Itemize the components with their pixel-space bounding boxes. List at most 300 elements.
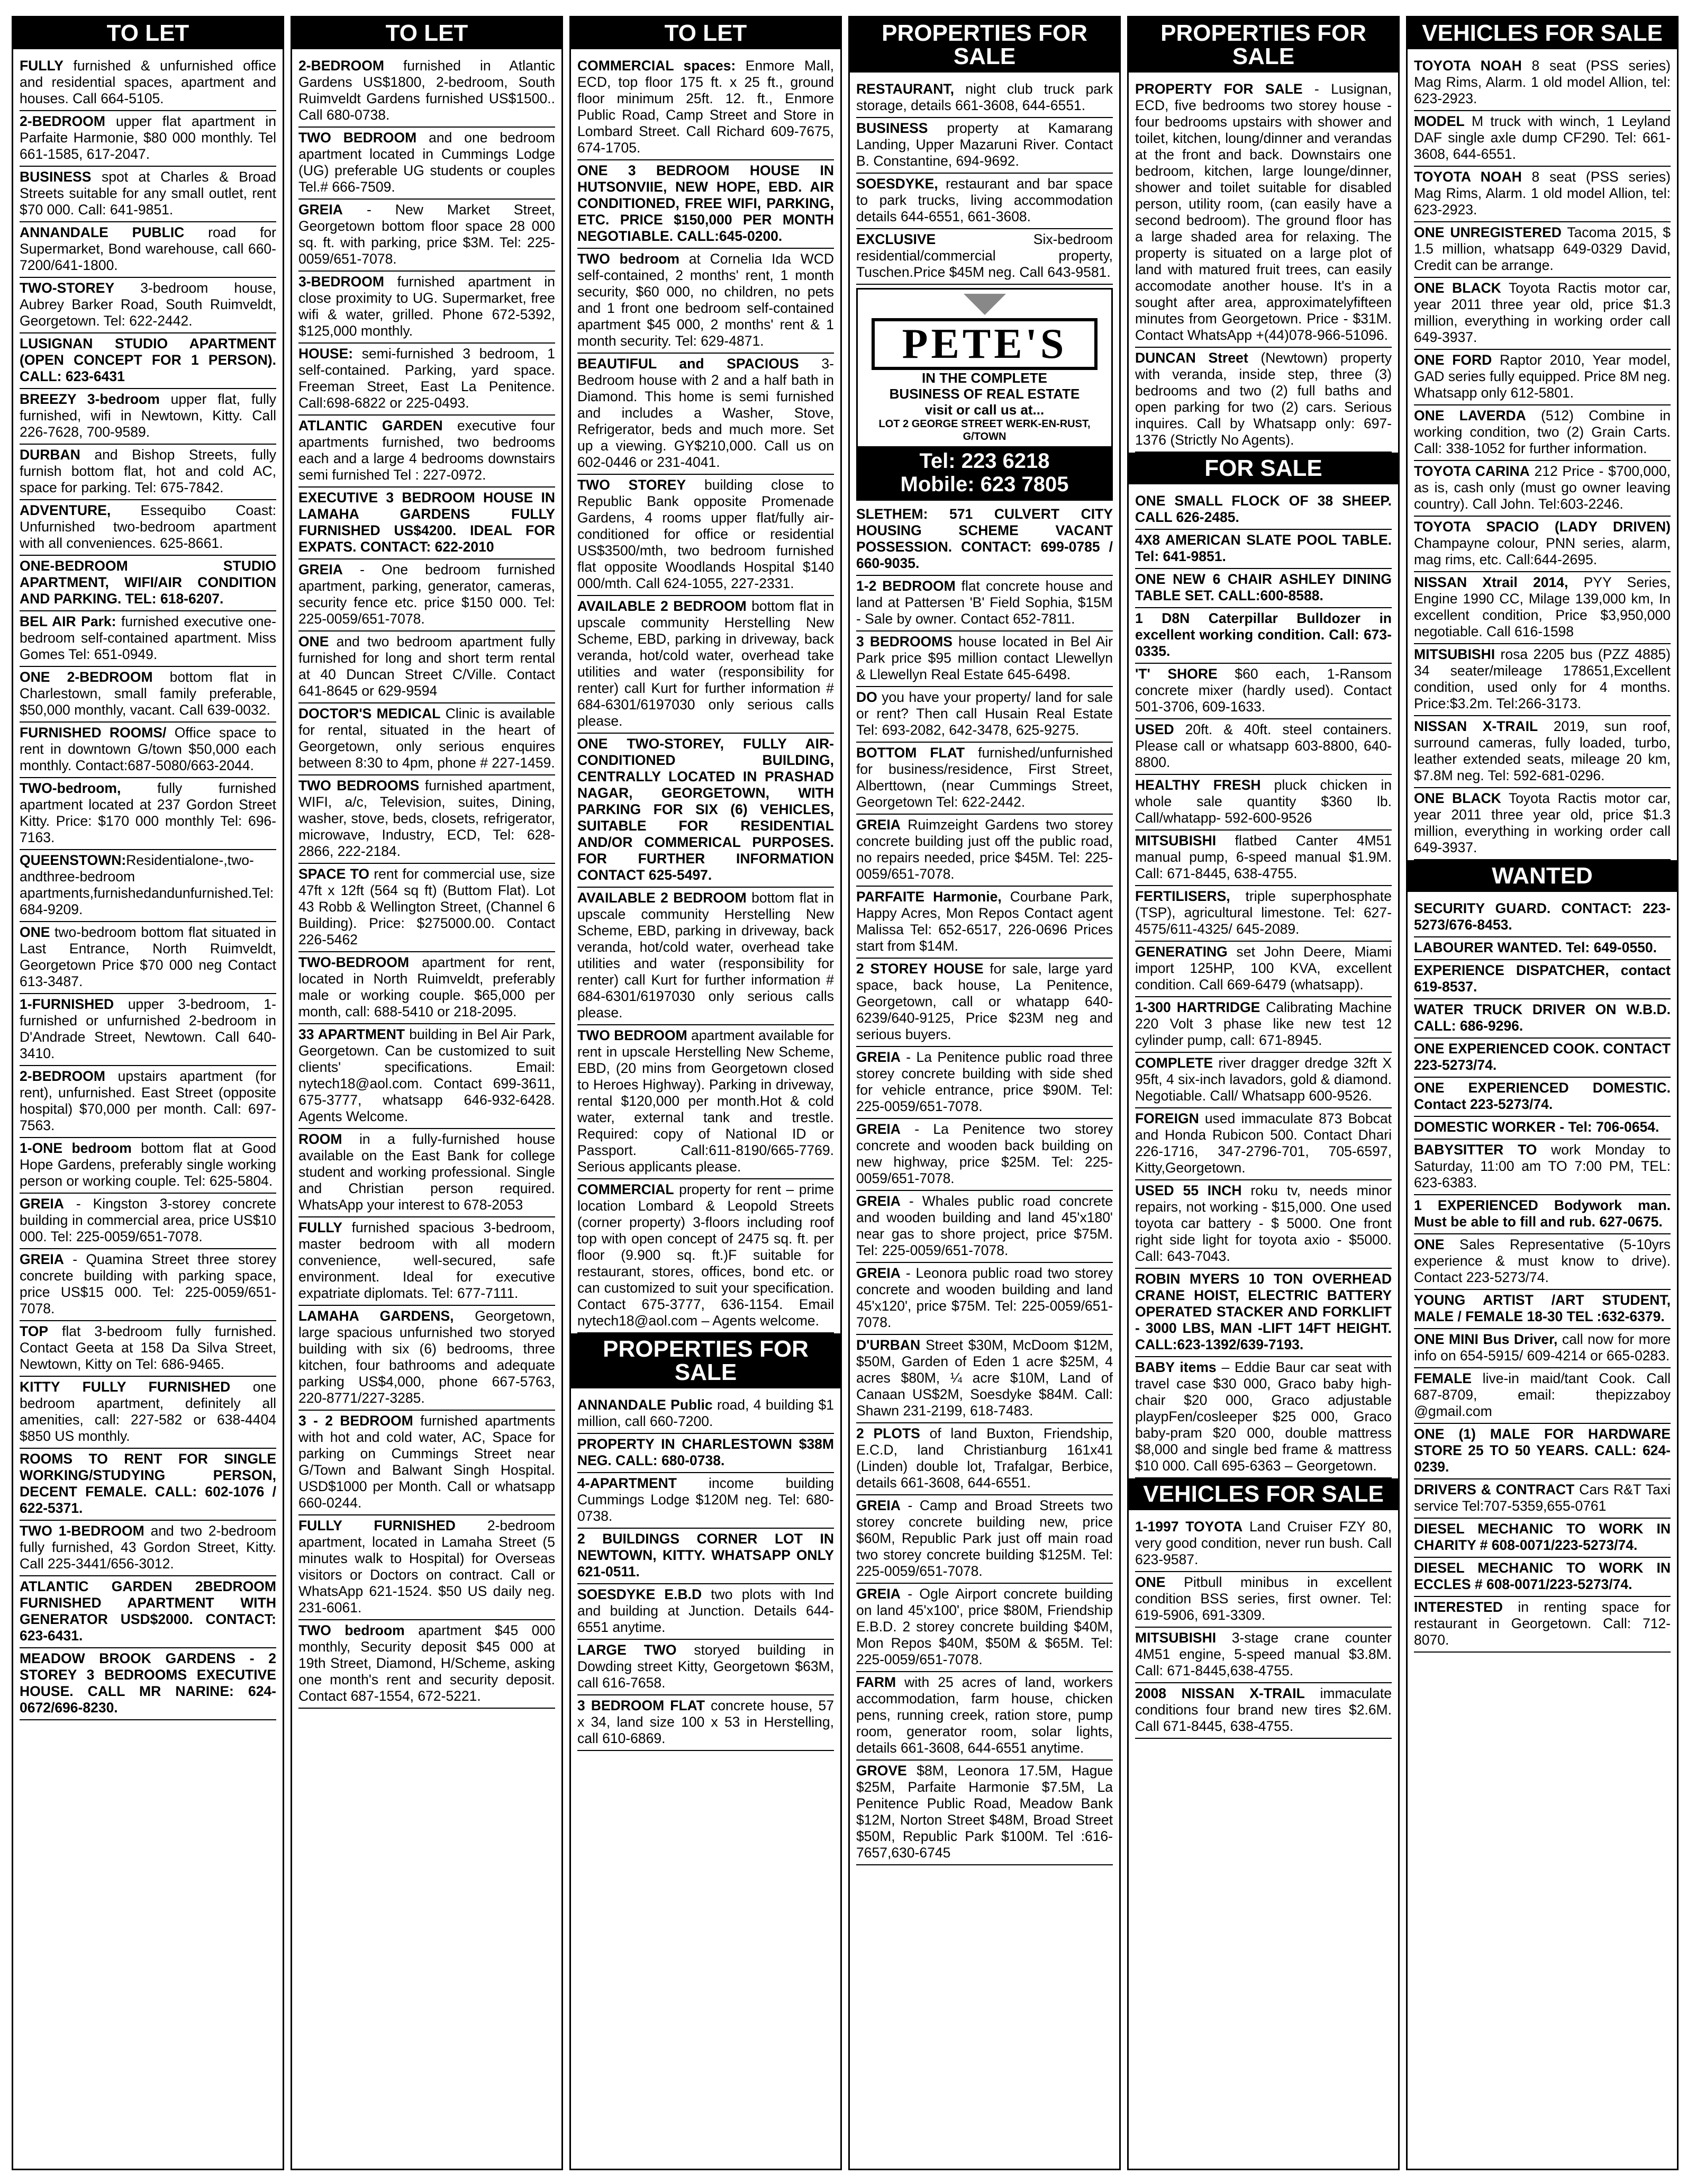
ad-text: restaurant and bar space to park trucks, living accommodation details 644-6551, 661-3608. xyxy=(856,176,1113,224)
ad-text: upper flat apartment in Parfaite Harmonie, $80 000 monthly. Tel 661-1585, 617-2047. xyxy=(20,113,276,162)
ad-lead: HOUSE: xyxy=(298,346,353,362)
ad-text: pluck chicken in whole sale quantity $360 lb. Call/whatapp- 592-600-9526 xyxy=(1135,777,1392,826)
classified-ad xyxy=(298,559,555,631)
ad-text: of land Buxton, Friendship, E.C.D, land Christianburg 161x41 (Linden) double lot, Trafalgar, Berbice, details 661-3608, 644-6551. xyxy=(856,1425,1113,1491)
ad-text: rosa 2205 bus (PZZ 4885) 34 seater/mileage 178651,Excellent condition, used only for 4 months. Price:$3.2m. Tel:266-3173. xyxy=(1414,646,1671,711)
section-header: TO LET xyxy=(13,17,283,49)
ad-lead: AVAILABLE 2 BEDROOM xyxy=(577,598,747,614)
ad-text: Pitbull minibus in excellent condition BSS series, first owner. Tel: 619-5906, 691-3309. xyxy=(1135,1574,1392,1623)
ad-lead: 'T' SHORE xyxy=(1135,666,1218,682)
ad-lead: GREIA xyxy=(298,562,343,577)
classified-ad xyxy=(1414,644,1671,716)
section-header: WANTED xyxy=(1408,860,1677,892)
ad-lead: GROVE xyxy=(856,1763,907,1779)
ad-lead: 1-ONE bedroom xyxy=(20,1140,132,1156)
ad-lead: TWO STOREY xyxy=(577,477,686,493)
classified-ad xyxy=(20,278,276,333)
classified-ad xyxy=(1135,569,1392,608)
ad-lead: BABY items xyxy=(1135,1359,1217,1375)
classified-ad xyxy=(1414,167,1671,222)
ad-text: and one bedroom apartment located in Cummings Lodge (UG) preferable UG students or couples Tel.# 666-7509. xyxy=(298,130,556,195)
ad-lead: TOYOTA CARINA xyxy=(1414,463,1530,479)
ad-lead: BABYSITTER TO xyxy=(1414,1142,1537,1158)
ad-text: you have your property/ land for sale or rent? Then call Husain Real Estate Tel: 693-2082, 642-3478, 625-9275. xyxy=(856,689,1113,738)
ad-lead: NISSAN X-TRAIL xyxy=(1414,718,1538,734)
classified-ad xyxy=(1135,1269,1392,1357)
ad-lead: ONE xyxy=(298,634,329,649)
classified-ad xyxy=(1414,278,1671,350)
ad-lead: SOESDYKE, xyxy=(856,176,938,192)
ad-text: flat 3-bedroom fully furnished. Contact Geeta at 158 Da Silva Street, Newtown, Kitty on Tel: 686-9465. xyxy=(20,1323,276,1372)
ad-text: and two bedroom apartment fully furnished for long and short term rental at 40 Duncan Street C/Ville. Contact 641-8645 or 629-9594 xyxy=(298,634,555,699)
classified-ad xyxy=(298,56,555,128)
classified-ad xyxy=(298,1411,555,1515)
ad-lead: LUSIGNAN STUDIO APARTMENT (OPEN CONCEPT FOR 1 PERSON). CALL: 623-6431 xyxy=(20,336,276,384)
ad-lead: GREIA xyxy=(856,1121,901,1137)
ad-text: road for Supermarket, Bond warehouse, call 660-7200/641-1800. xyxy=(20,224,276,273)
classified-ad xyxy=(577,160,834,249)
ad-lead: FULLY xyxy=(298,1220,342,1235)
classified-ad xyxy=(856,631,1113,687)
ad-lead: TWO bedroom xyxy=(298,1622,405,1638)
classified-ad xyxy=(20,1321,276,1377)
classified-ad xyxy=(1414,960,1671,999)
ad-text: in renting space for restaurant in Georgetown. Call: 712-8070. xyxy=(1414,1599,1671,1648)
ad-lead: 1-2 BEDROOM xyxy=(856,578,956,594)
ad-text: one bedroom apartment, definitely all amenities, call: 227-582 or 638-4404 $850 US monthly. xyxy=(20,1379,276,1444)
ad-lead: ONE TWO-STOREY, FULLY AIR-CONDITIONED BUILDING, CENTRALLY LOCATED IN PRASHAD NAGAR, GEORGETOWN, WITH PARKING FOR SIX (6) VEHICLES, SUITABLE FOR RESIDENTIAL AND/OR COMMERICAL PURPOSES. FOR FURTHER INFORMATION CONTACT 625-5497. xyxy=(577,736,834,883)
classified-ad xyxy=(298,1306,555,1411)
ad-text: Residentialone-,two-andthree-bedroom apartments,furnishedandunfurnished.Tel: 684-9209. xyxy=(20,852,274,917)
classified-ad xyxy=(577,354,834,475)
ad-lead: ROOM xyxy=(298,1131,342,1147)
ad-text: furnished executive one-bedroom self-contained apartment. Miss Gomes Tel: 651-0949. xyxy=(20,613,276,662)
classified-ad xyxy=(298,631,555,703)
classified-ad xyxy=(1135,1683,1392,1739)
ad-lead: ONE UNREGISTERED xyxy=(1414,224,1562,240)
ad-text: fully furnished apartment located at 237 Gordon Street Kitty. Price: $170 000 monthly Tel: 696-7163. xyxy=(20,780,276,845)
classified-ad xyxy=(1414,405,1671,461)
ad-lead: TWO-BEDROOM xyxy=(298,954,410,970)
classified-ad xyxy=(20,922,276,994)
ad-lead: ONE EXPERIENCED DOMESTIC. Contact 223-5273/74. xyxy=(1414,1080,1671,1112)
logo-wordmark: PETE'S xyxy=(872,318,1098,370)
ad-lead: DO xyxy=(856,689,877,705)
ad-lead: ONE MINI Bus Driver, xyxy=(1414,1331,1558,1347)
ad-text: - One bedroom furnished apartment, parking, generator, cameras, security fence etc. price $150 000. Tel: 225-0059/651-7078. xyxy=(298,562,555,627)
classified-ad xyxy=(1414,56,1671,111)
classified-ad xyxy=(298,1515,555,1620)
ad-lead: EXECUTIVE 3 BEDROOM HOUSE IN LAMAHA GARDENS FULLY FURNISHED US$4200. IDEAL FOR EXPATS. CONTACT: 622-2010 xyxy=(298,490,555,555)
ad-text: upper flat, fully furnished, wifi in Newtown, Kitty. Call 226-7628, 700-9589. xyxy=(20,391,276,440)
classified-ad xyxy=(1414,1479,1671,1519)
classified-ad xyxy=(20,1449,276,1521)
ad-text: for sale, large yard space, back house, La Penitence, Georgetown, call or whatapp 640-6239/640-9125, Price $23M neg and serious buyers. xyxy=(856,961,1113,1042)
ad-text: property at Kamarang Landing, Upper Mazaruni River. Contact B. Constantine, 694-9692. xyxy=(856,120,1113,169)
classified-ad xyxy=(577,1179,834,1333)
ad-text: Courbane Park, Happy Acres, Mon Repos Contact agent Malissa Tel: 652-6517, 226-0696 Prices start from $14M. xyxy=(856,889,1113,954)
ad-text: Toyota Ractis motor car, year 2011 three year old, price $1.3 million, everything in working order call 649-3937. xyxy=(1414,790,1671,855)
classified-ad xyxy=(1135,1628,1392,1683)
classified-ad xyxy=(20,1249,276,1321)
ad-lead: 1-FURNISHED xyxy=(20,996,114,1012)
ad-lead: 2-BEDROOM xyxy=(298,58,384,74)
ad-text: - Quamina Street three storey concrete building with parking space, price US$15 000. Tel: 225-0059/651-7078. xyxy=(20,1251,276,1316)
ad-text: Raptor 2010, Year model, GAD series fully equipped. Price 8M neg. Whatsapp only 612-5801. xyxy=(1414,352,1671,401)
classified-ad xyxy=(1414,1368,1671,1424)
ad-lead: BEAUTIFUL and SPACIOUS xyxy=(577,356,799,372)
ad-lead: DOMESTIC WORKER - Tel: 706-0654. xyxy=(1414,1119,1659,1135)
ad-lead: TOP xyxy=(20,1323,48,1339)
ad-lead: MITSUBISHI xyxy=(1135,1630,1217,1646)
ad-text: Clinic is available for rental, situated in the heart of Georgetown, only serious enquires between 8:30 to 4pm, phone # 227-1459. xyxy=(298,706,555,771)
classified-ad xyxy=(577,1640,834,1695)
classified-ad xyxy=(20,778,276,850)
ad-lead: ONE 2-BEDROOM xyxy=(20,669,153,685)
ad-text: set John Deere, Miami import 125HP, 100 KVA, excellent condition. Call 669-6479 (whatsapp). xyxy=(1135,944,1392,992)
classified-ad xyxy=(1414,1290,1671,1329)
classified-ad xyxy=(20,556,276,611)
ad-text: with 25 acres of land, workers accommodation, farm house, chicken pens, running creek, ration store, pump room, generator room, solar lights, details 661-3608, 644-6551 anytime. xyxy=(856,1674,1113,1756)
ad-text: Champayne colour, PNN series, alarm, mag rims, etc. Call:644-2695. xyxy=(1414,535,1671,567)
ad-lead: 3 - 2 BEDROOM xyxy=(298,1413,413,1429)
classified-ad xyxy=(1135,1517,1392,1572)
ad-text: furnished apartment in close proximity to UG. Supermarket, free wifi & water, grilled. Phone 672-5392, $125,000 monthly. xyxy=(298,274,555,339)
classified-ad xyxy=(1135,831,1392,886)
ad-lead: ONE LAVERDA xyxy=(1414,408,1526,423)
classified-ad xyxy=(1135,1357,1392,1478)
ad-text: apartment for rent, located in North Ruimveldt, preferably male or working couple. $65,000 per month, call: 688-5410 or 218-2095. xyxy=(298,954,555,1019)
classified-ad xyxy=(856,576,1113,631)
ad-text: Cars R&T Taxi service Tel:707-5359,655-0761 xyxy=(1414,1482,1671,1514)
classified-ad xyxy=(1414,937,1671,960)
classified-ad xyxy=(298,952,555,1024)
ad-text: building close to Republic Bank opposite Promenade Gardens, 4 rooms upper flat/fully air-conditioned for office or residential US$3500/mth, two bedroom furnished flat opposite Woodlands Hospital $140 000/mth. Call 624-1055, 227-2331. xyxy=(577,477,834,591)
classified-ad xyxy=(1414,1078,1671,1117)
ad-text: immaculate conditions four brand new tires $2.6M. Call 671-8445, 638-4755. xyxy=(1135,1685,1392,1734)
section-header: PROPERTIES FOR SALE xyxy=(571,1333,840,1388)
section-header: TO LET xyxy=(292,17,561,49)
ad-lead: DIESEL MECHANIC TO WORK IN CHARITY # 608-0071/223-5273/74. xyxy=(1414,1521,1671,1553)
classified-ad xyxy=(856,1335,1113,1423)
classified-ad xyxy=(577,1584,834,1640)
ad-text: roku tv, needs minor repairs, not working - $15,000. One used toyota car battery - $ 5000. One front right side light for toyota axio - $5000. Call: 643-7043. xyxy=(1135,1183,1392,1264)
classified-ad xyxy=(856,1584,1113,1672)
classified-ad xyxy=(1135,775,1392,831)
ad-lead: FEMALE xyxy=(1414,1370,1472,1386)
classified-ad xyxy=(1414,788,1671,860)
ad-lead: KITTY FULLY FURNISHED xyxy=(20,1379,231,1395)
classified-ad xyxy=(1414,1140,1671,1195)
classified-ad xyxy=(577,1025,834,1179)
classified-ad xyxy=(298,1217,555,1306)
ad-lead: AVAILABLE 2 BEDROOM xyxy=(577,890,747,906)
classified-ad xyxy=(1414,222,1671,278)
classified-ad xyxy=(298,703,555,775)
section-header: VEHICLES FOR SALE xyxy=(1408,17,1677,49)
ad-text: concrete house, 57 x 34, land size 100 x 53 in Herstelling, call 610-6869. xyxy=(577,1698,834,1746)
ad-text: bottom flat at Good Hope Gardens, preferably single working person or working couple. Tel: 625-5804. xyxy=(20,1140,276,1189)
ad-text: furnished in Atlantic Gardens US$1800, 2-bedroom, South Ruimveldt Gardens furnished US$1500.. Call 680-0738. xyxy=(298,58,555,123)
ad-lead: TWO bedroom xyxy=(577,251,679,267)
classified-column xyxy=(1406,16,1679,2170)
classified-ad xyxy=(577,734,834,888)
ad-text: - La Penitence two storey concrete and wooden back building on new highway, price $25M. Tel: 225-0059/651-7078. xyxy=(856,1121,1113,1186)
section-header: TO LET xyxy=(571,17,840,49)
ad-lead: DURBAN xyxy=(20,447,80,463)
ad-lead: BREEZY 3-bedroom xyxy=(20,391,160,407)
classified-ad xyxy=(1135,348,1392,453)
classified-ad xyxy=(20,1194,276,1249)
classified-ad xyxy=(856,1495,1113,1584)
classified-ad xyxy=(856,1423,1113,1495)
ad-lead: USED xyxy=(1135,721,1174,737)
ad-lead: GREIA xyxy=(856,1049,901,1065)
ad-lead: GREIA xyxy=(20,1196,64,1212)
classified-ad xyxy=(1414,461,1671,517)
ad-text: $8M, Leonora 17.5M, Hague $25M, Parfaite Harmonie $7.5M, La Penitence Public Road, Meadow Bank $12M, Norton Street $48M, Broad Street $50M, Republic Park $100M. Tel :616-7657,630-6745 xyxy=(856,1763,1113,1861)
ad-lead: NISSAN Xtrail 2014, xyxy=(1414,574,1568,590)
ad-lead: TWO BEDROOMS xyxy=(298,778,420,793)
ad-lead: QUEENSTOWN: xyxy=(20,852,126,868)
ad-lead: GREIA xyxy=(856,817,901,833)
classified-ad xyxy=(20,167,276,222)
classified-ad xyxy=(1135,1180,1392,1269)
ad-text: Calibrating Machine 220 Volt 3 phase like new test 12 cylinder pump, call: 671-8945. xyxy=(1135,999,1392,1048)
ad-lead: TWO BEDROOM xyxy=(298,130,417,146)
classified-ad xyxy=(856,174,1113,229)
ad-text: - Camp and Broad Streets two storey concrete building new, price $60M, Republic Park just off main road two storey concrete building $125M. Tel: 225-0059/651-7078. xyxy=(856,1497,1113,1579)
ad-lead: MITSUBISHI xyxy=(1414,646,1495,662)
classified-ad xyxy=(20,850,276,922)
ad-text: property for rent – prime location Lombard & Leopold Streets (corner property) 3-floors including roof top with open concept of 2475 sq. ft. per floor (9.900 sq. ft.)F suitable for restaurant, stores, offices, bond etc. or can customized to suit your specification. Contact 675-3777, 636-1154. Email nytech18@aol.com – Agents welcome. xyxy=(577,1181,834,1329)
ad-lead: ANNANDALE Public xyxy=(577,1397,713,1413)
ad-text: income building Cummings Lodge $120M neg. Tel: 680-0738. xyxy=(577,1475,834,1524)
ad-text: 8 seat (PSS series) Mag Rims, Alarm. 1 old model Allion, tel: 623-2923. xyxy=(1414,169,1671,218)
ad-lead: ONE-BEDROOM STUDIO APARTMENT, WIFI/AIR CONDITION AND PARKING. TEL: 618-6207. xyxy=(20,558,276,607)
ad-text: - New Market Street, Georgetown bottom floor space 28 000 sq. ft. with parking, price $3M. Tel: 225-0059/651-7078. xyxy=(298,202,555,267)
ad-lead: ONE (1) MALE FOR HARDWARE STORE 25 TO 50 YEARS. CALL: 624-0239. xyxy=(1414,1426,1671,1475)
classified-ad xyxy=(20,222,276,278)
ad-text: river dragger dredge 32ft X 95ft, 4 six-inch lavadors, gold & diamond. Negotiable. Call/ Whatsapp 600-9526. xyxy=(1135,1055,1392,1104)
ad-text: 2019, sun roof, surround cameras, fully loaded, turbo, leather extended seats, mileage 20 km, $7.8M neg. Tel: 592-681-0296. xyxy=(1414,718,1671,783)
ad-text: 20ft. & 40ft. steel containers. Please call or whatsapp 603-8800, 640-8800. xyxy=(1135,721,1392,770)
classified-ad xyxy=(856,743,1113,815)
ad-text: furnished spacious 3-bedroom, master bedroom with all modern convenience, well-secured, safe environment. Ideal for executive expatriate diplomats. Tel: 677-7111. xyxy=(298,1220,555,1301)
ad-text: bottom flat in Charlestown, small family preferable, $50,000 monthly, vacant. Call 639-0032. xyxy=(20,669,276,718)
classified-ad xyxy=(298,1129,555,1217)
ad-lead: LABOURER WANTED. Tel: 649-0550. xyxy=(1414,940,1657,955)
ad-text: $60 each, 1-Ransom concrete mixer (hardly used). Contact 501-3706, 609-1633. xyxy=(1135,666,1392,715)
classified-ad xyxy=(856,504,1113,576)
ad-lead: ONE FORD xyxy=(1414,352,1492,368)
ad-text: Street $30M, McDoom $12M, $50M, Garden of Eden 1 acre $25M, 4 acres $80M, ¼ acre $10M, Land of Canaan US$2M, Soesdyke $84M. Call: Shawn 231-2199, 618-7483. xyxy=(856,1337,1113,1419)
ad-lead: EXPERIENCE DISPATCHER, contact 619-8537. xyxy=(1414,962,1671,995)
classified-ad xyxy=(1135,1053,1392,1108)
classified-ad xyxy=(577,56,834,160)
ad-text: semi-furnished 3 bedroom, 1 self-contained. Parking, yard space. Freeman Street, East La Penitence. Call:698-6822 or 225-0493. xyxy=(298,346,555,411)
ad-lead: RESTAURANT, xyxy=(856,81,955,97)
ad-lead: GREIA xyxy=(856,1265,901,1281)
ad-text: Six-bedroom residential/commercial property, Tuschen.Price $45M neg. Call 643-9581. xyxy=(856,231,1113,280)
ad-text: bottom flat in upscale community Herstelling New Scheme, EBD, parking in driveway, back veranda, hot/cold water, overhead take utilities and water (responsibility for renter) call Kurt for further information # 684-6301/6197030 only serious calls please. xyxy=(577,598,834,729)
ad-text: furnished apartment, WIFI, a/c, Television, suites, Dining, washer, stove, beds, closets, refrigerator, microwave, Industry, ECD, Tel: 628-2866, 222-2184. xyxy=(298,778,555,859)
ad-text: furnished apartments with hot and cold water, AC, Space for parking on Cummings Street near G/Town and Balwant Singh Hospital. USD$1000 per Month. Call or whatsapp 660-0244. xyxy=(298,1413,556,1511)
ad-text: Land Cruiser FZY 80, very good condition, never run bush. Call 623-9587. xyxy=(1135,1519,1392,1567)
classified-ad xyxy=(1414,1329,1671,1368)
classified-ad xyxy=(298,864,555,952)
ad-lead: MITSUBISHI xyxy=(1135,833,1217,849)
ad-text: PYY Series, Engine 1990 CC, Milage 139,000 km, In excellent condition, Price $3,950,000 negotiable. Call 616-1598 xyxy=(1414,574,1671,639)
ad-text: used immaculate 873 Bobcat and Honda Rubicon 500. Contact Dhari 226-1716, 347-2796-701, 705-6597, Kitty,Georgetown. xyxy=(1135,1111,1392,1176)
classified-ad xyxy=(20,667,276,723)
ad-lead: ROOMS TO RENT FOR SINGLE WORKING/STUDYING PERSON, DECENT FEMALE. CALL: 602-1076 / 622-5371. xyxy=(20,1451,276,1516)
classified-ad xyxy=(577,1529,834,1584)
ad-text: 212 Price - $700,000, as is, cash only (must go owner leaving country). Call John. Tel:603-2246. xyxy=(1414,463,1671,512)
classified-ad xyxy=(1414,1519,1671,1558)
classified-ad xyxy=(856,1263,1113,1335)
classified-ad xyxy=(1414,1039,1671,1078)
classified-ad xyxy=(20,1521,276,1576)
classified-ad xyxy=(1414,1117,1671,1140)
ad-text: 2-bedroom apartment, located in Lamaha Street (5 minutes walk to Hospital) for Overseas visitors or Doctors on contract. Call or WhatsApp 621-1524. $50 US daily neg. 231-6061. xyxy=(298,1518,555,1616)
ad-lead: COMMERCIAL xyxy=(577,1181,674,1197)
classified-ad xyxy=(1135,997,1392,1053)
classified-ad xyxy=(1414,572,1671,644)
ad-lead: 33 APARTMENT xyxy=(298,1026,405,1042)
ad-lead: ONE NEW 6 CHAIR ASHLEY DINING TABLE SET. CALL:600-8588. xyxy=(1135,571,1392,603)
classified-ad xyxy=(298,200,555,272)
classified-ad xyxy=(20,500,276,556)
arrow-down-icon xyxy=(964,294,1006,315)
logo-phones xyxy=(858,446,1111,499)
ad-lead: BUSINESS xyxy=(20,169,92,185)
ad-text: - Leonora public road two storey concrete and wooden building and land 45'x120', price $75M. Tel: 225-0059/651-7078. xyxy=(856,1265,1113,1330)
ad-lead: DRIVERS & CONTRACT xyxy=(1414,1482,1575,1497)
ad-lead: COMMERCIAL spaces: xyxy=(577,58,736,74)
ad-lead: ONE BLACK xyxy=(1414,280,1501,296)
ad-lead: EXCLUSIVE xyxy=(856,231,936,247)
ad-lead: SOESDYKE E.B.D xyxy=(577,1586,702,1602)
classified-ad xyxy=(1414,898,1671,937)
classified-ad xyxy=(856,1047,1113,1119)
classified-ad xyxy=(856,815,1113,887)
ad-text: bottom flat in upscale community Herstelling New Scheme, EBD, parking in driveway, back veranda, hot/cold water, overhead take utilities and water (responsibility for renter) call Kurt for further information # 684-6301/6197030 only serious calls please. xyxy=(577,890,834,1021)
classified-ad xyxy=(577,249,834,354)
classified-ad xyxy=(1414,1234,1671,1290)
classified-ad xyxy=(577,1434,834,1473)
ad-lead: GREIA xyxy=(856,1193,901,1209)
classified-ad xyxy=(856,1119,1113,1191)
classified-ad xyxy=(1414,350,1671,405)
ad-text: furnished/unfurnished for business/residence, First Street, Alberttown, (near Cummings Street, Georgetown Tel: 622-2442. xyxy=(856,745,1113,810)
classified-ad xyxy=(1135,1108,1392,1180)
ad-text: - Whales public road concrete and wooden building and land 45'x180' near gas to shore project, price $75M. Tel: 225-0059/651-7078. xyxy=(856,1193,1113,1258)
ad-lead: YOUNG ARTIST /ART STUDENT, MALE / FEMALE 18-30 TEL :632-6379. xyxy=(1414,1292,1671,1324)
classified-ad xyxy=(1135,886,1392,942)
ad-lead: MEADOW BROOK GARDENS - 2 STOREY 3 BEDROOMS EXECUTIVE HOUSE. CALL MR NARINE: 624-0672/696-8230. xyxy=(20,1650,276,1716)
ad-text: M truck with winch, 1 Leyland DAF single axle dump CF290. Tel: 661-3608, 644-6551. xyxy=(1414,113,1671,162)
ad-lead: GREIA xyxy=(856,1586,901,1602)
classified-ad xyxy=(1135,491,1392,530)
classified-ad xyxy=(856,1191,1113,1263)
ad-text: Ruimzeight Gardens two storey concrete building just off the public road, no repairs needed, price $45M. Tel: 225-0059/651-7078. xyxy=(856,817,1113,882)
ad-lead: 2 BUILDINGS CORNER LOT IN NEWTOWN, KITTY. WHATSAPP ONLY 621-0511. xyxy=(577,1531,834,1580)
ad-lead: ATLANTIC GARDEN 2BEDROOM FURNISHED APARTMENT WITH GENERATOR USD$2000. CONTACT: 623-6431. xyxy=(20,1578,276,1644)
classified-ad xyxy=(1135,942,1392,997)
ad-text: 3-stage crane counter 4M51 engine, 5-speed manual $3.8M. Call: 671-8445,638-4755. xyxy=(1135,1630,1392,1678)
classified-ad xyxy=(20,1138,276,1194)
ad-lead: DUNCAN Street xyxy=(1135,350,1248,366)
ad-lead: FULLY xyxy=(20,58,64,74)
ad-lead: GREIA xyxy=(298,202,343,218)
logo-address: LOT 2 GEORGE STREET WERK-EN-RUST, G/TOWN xyxy=(878,418,1091,443)
ad-lead: 3-BEDROOM xyxy=(298,274,384,290)
section-header: PROPERTIES FOR SALE xyxy=(1129,17,1398,73)
ad-lead: BEL AIR Park: xyxy=(20,613,116,629)
classified-ad xyxy=(1414,111,1671,167)
classified-ad xyxy=(20,1576,276,1648)
section-header: VEHICLES FOR SALE xyxy=(1129,1478,1398,1510)
ad-lead: 2-BEDROOM xyxy=(20,1068,105,1084)
ad-lead: ATLANTIC GARDEN xyxy=(298,418,443,434)
classified-ad xyxy=(1414,716,1671,788)
classified-ad xyxy=(577,475,834,596)
classified-ad xyxy=(577,1395,834,1434)
ad-lead: WATER TRUCK DRIVER ON W.B.D. CALL: 686-9296. xyxy=(1414,1001,1671,1034)
ad-lead: 1-300 HARTRIDGE xyxy=(1135,999,1260,1015)
classified-ad xyxy=(1414,1597,1671,1653)
ad-lead: FULLY FURNISHED xyxy=(298,1518,456,1533)
ad-lead: FURNISHED ROOMS/ xyxy=(20,725,167,741)
ad-text: and two 2-bedroom fully furnished, 43 Gordon Street, Kitty. Call 225-3441/656-3012. xyxy=(20,1523,276,1572)
classified-column xyxy=(1127,16,1400,2170)
ad-text: flat concrete house and land at Pattersen 'B' Field Sophia, $15M - Sale by owner. Contact 652-7811. xyxy=(856,578,1113,627)
ad-text: - Ogle Airport concrete building on land 45'x100', price $80M, Friendship E.B.D. 2 storey concrete building $40M, Mon Repos $40M, $50M & $65M. Tel: 225-0059/651-7078. xyxy=(856,1586,1113,1667)
ad-text: two plots with Ind and building at Junction. Details 644-6551 anytime. xyxy=(577,1586,834,1635)
classified-ad xyxy=(1414,1558,1671,1597)
classified-ad xyxy=(298,488,555,559)
ad-text: spot at Charles & Broad Streets suitable for any small outlet, rent $70 000. Call: 641-9851. xyxy=(20,169,276,218)
classified-ad xyxy=(298,1024,555,1129)
ad-lead: GREIA xyxy=(20,1251,64,1267)
ad-lead: 3 BEDROOM FLAT xyxy=(577,1698,705,1713)
classified-column xyxy=(291,16,563,2170)
ad-lead: 3 BEDROOMS xyxy=(856,634,953,649)
classified-ad xyxy=(20,994,276,1066)
ad-text: Georgetown, large spacious unfurnished two storyed building with six (6) bedrooms, three kitchen, four bathrooms and adequate parking US$4,000, phone 667-5763, 220-8771/227-3285. xyxy=(298,1308,555,1406)
ad-lead: GREIA xyxy=(856,1497,901,1513)
ad-lead: SLETHEM: 571 CULVERT CITY HOUSING SCHEME VACANT POSSESSION. CONTACT: 699-0785 / 660-9035. xyxy=(856,506,1113,571)
classified-ad xyxy=(20,611,276,667)
ad-lead: DIESEL MECHANIC TO WORK IN ECCLES # 608-0071/223-5273/74. xyxy=(1414,1560,1671,1592)
ad-lead: 1 D8N Caterpillar Bulldozer in excellent working condition. Call: 673-0335. xyxy=(1135,610,1392,659)
classified-ad xyxy=(856,1672,1113,1761)
classified-ad xyxy=(20,1377,276,1449)
classified-ad xyxy=(1414,999,1671,1039)
ad-text: executive four apartments furnished, two bedrooms each and a large 4 bedrooms downstairs semi furnished Tel : 227-0972. xyxy=(298,418,555,483)
classified-ad xyxy=(1135,608,1392,664)
ad-lead: ROBIN MYERS 10 TON OVERHEAD CRANE HOIST, ELECTRIC BATTERY OPERATED STACKER AND FORKLIFT - 3000 LBS, MAN -LIFT 14FT HEIGHT. CALL:623-1392/639-7193. xyxy=(1135,1271,1392,1352)
ad-text: Toyota Ractis motor car, year 2011 three year old, price $1.3 million, everything in working order call 649-3937. xyxy=(1414,280,1671,345)
classified-ad xyxy=(298,775,555,864)
classified-ad xyxy=(1135,664,1392,719)
classified-ad xyxy=(1135,719,1392,775)
ad-text: 3-Bedroom house with 2 and a half bath in Diamond. This home is semi furnished and includes a Washer, Stove, Refrigerator, beds and much more. Set up a viewing. GY$210,000. Call us on 602-0446 or 231-4041. xyxy=(577,356,834,470)
ad-text: call now for more info on 654-5915/ 609-4214 or 665-0283. xyxy=(1414,1331,1671,1364)
classified-ad xyxy=(577,888,834,1025)
ad-lead: ONE BLACK xyxy=(1414,790,1501,806)
